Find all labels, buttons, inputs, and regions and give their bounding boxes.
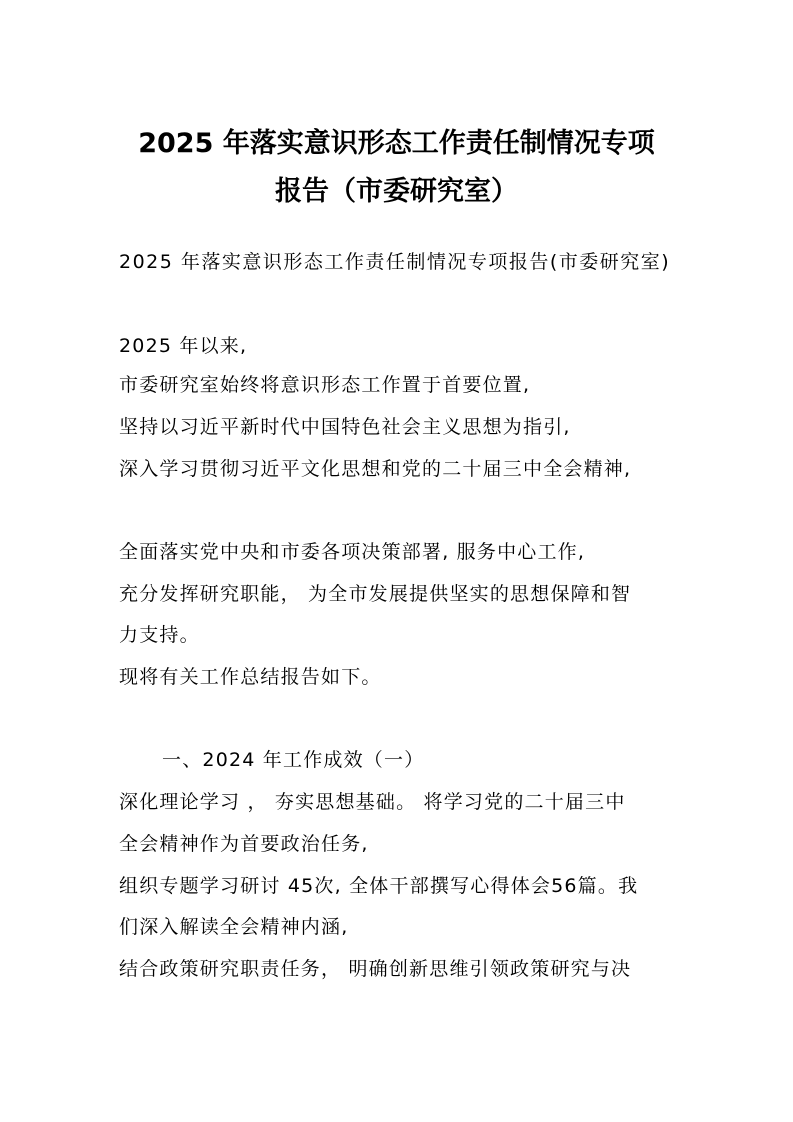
body-line-2: 充分发挥研究职能， 为全市发展提供坚实的思想保障和智 — [119, 583, 632, 605]
intro-line-3: 坚持以习近平新时代中国特色社会主义思想为指引, — [119, 416, 571, 438]
document-subtitle: 2025 年落实意识形态工作责任制情况专项报告(市委研究室) — [119, 251, 671, 273]
section-line-4: 们深入解读全会精神内涵, — [119, 916, 349, 938]
body-line-1: 全面落实党中央和市委各项决策部署, 服务中心工作, — [119, 541, 586, 563]
intro-line-1: 2025 年以来, — [119, 335, 248, 357]
body-line-4: 现将有关工作总结报告如下。 — [119, 666, 382, 688]
intro-line-2: 市委研究室始终将意识形态工作置于首要位置, — [119, 374, 531, 396]
section-line-2: 全会精神作为首要政治任务, — [119, 833, 369, 855]
intro-line-4: 深入学习贯彻习近平文化思想和党的二十届三中全会精神, — [119, 458, 632, 480]
section-heading: 一、2024 年工作成效（一） — [162, 749, 425, 771]
section-line-5: 结合政策研究职责任务， 明确创新思维引领政策研究与决 — [119, 958, 632, 980]
document-title-line-2: 报告（市委研究室） — [275, 176, 518, 207]
section-line-1: 深化理论学习 ， 夯实思想基础。 将学习党的二十届三中 — [119, 791, 626, 813]
document-title-line-1: 2025 年落实意识形态工作责任制情况专项 — [138, 128, 655, 159]
section-line-3: 组织专题学习研讨 45次, 全体干部撰写心得体会56篇。我 — [119, 875, 639, 897]
body-line-3: 力支持。 — [119, 624, 200, 646]
